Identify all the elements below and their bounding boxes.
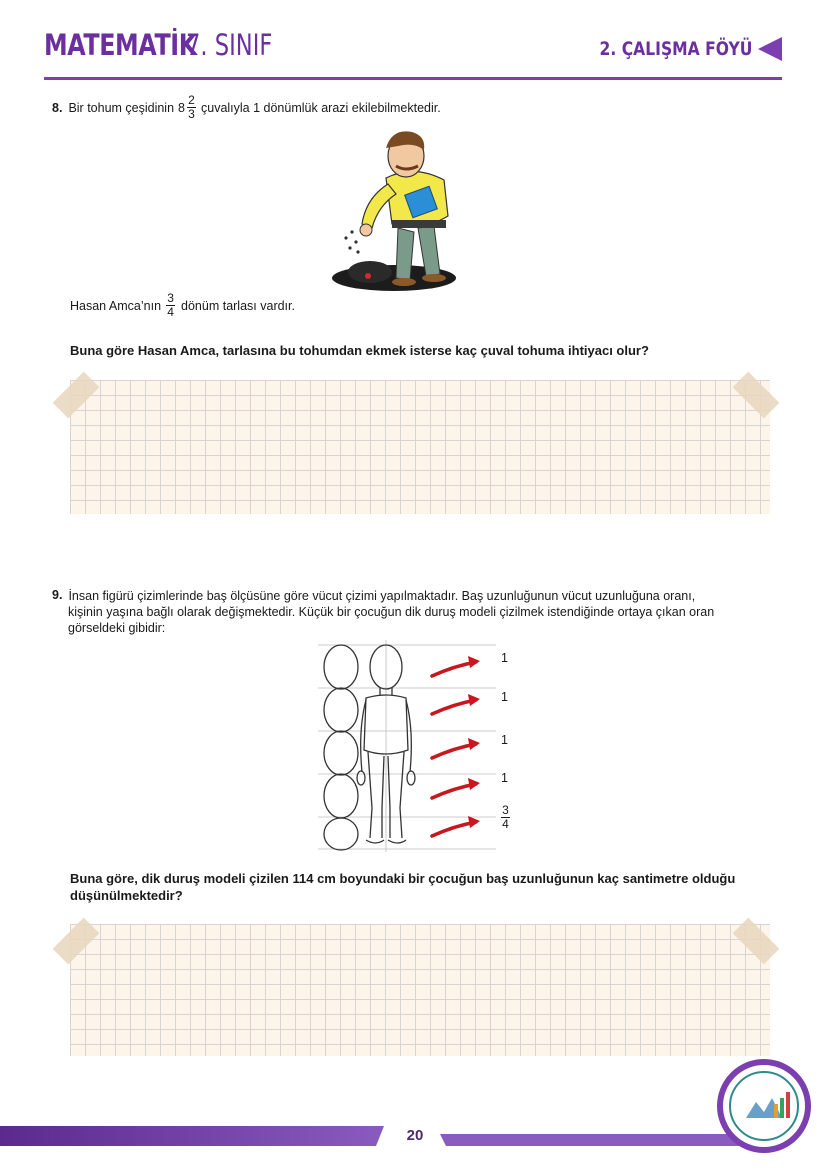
ratio-label: 1 — [501, 771, 508, 785]
q9-number: 9. — [52, 588, 63, 602]
q8-text-after: çuvalıyla 1 dönümlük arazi ekilebilmektedir. — [201, 100, 441, 115]
q8-number: 8. — [52, 100, 63, 115]
q9-question-line1: Buna göre, dik duruş modeli çizilen 114 cm boyundaki bir çocuğun baş uzunluğunun kaç santimetre olduğu — [70, 871, 736, 886]
ratio-arrows — [428, 648, 484, 844]
farmer-sowing-seeds-illustration — [326, 128, 474, 296]
q8-field-numerator: 3 — [167, 291, 174, 305]
q9-question — [70, 870, 735, 904]
header-rule — [44, 77, 782, 80]
q9-stem — [52, 588, 714, 636]
q8-answer-grid[interactable] — [70, 380, 770, 514]
ratio-fraction-denominator: 4 — [502, 817, 509, 831]
q8-text-before: Bir tohum çeşidinin — [68, 100, 175, 115]
q9-line1: İnsan figürü çizimlerinde baş ölçüsüne göre vücut çizimi yapılmaktadır. Baş uzunluğunun vücut uzunluğuna oranı, — [68, 589, 696, 603]
q9-answer-grid[interactable] — [70, 924, 770, 1056]
education-center-logo — [716, 1058, 812, 1154]
grade-title: 7. SINIF — [186, 28, 273, 62]
q9-question-line2: düşünülmektedir? — [70, 888, 183, 903]
ratio-fraction — [499, 804, 512, 831]
ratio-fraction-numerator: 3 — [502, 803, 509, 817]
q8-mixed-fraction — [187, 94, 196, 121]
worksheet-arrow-icon — [756, 35, 784, 63]
q8-field-fraction — [166, 292, 175, 319]
q8-stem — [52, 94, 441, 121]
q8-field-before: Hasan Amca’nın — [70, 298, 162, 313]
worksheet-title: 2. ÇALIŞMA FÖYÜ — [599, 38, 752, 60]
subject-title: MATEMATİK — [44, 28, 197, 62]
q8-field-after: dönüm tarlası vardır. — [181, 298, 295, 313]
ratio-label: 1 — [501, 690, 508, 704]
q8-mixed-denominator: 3 — [188, 107, 195, 121]
q8-field-denominator: 4 — [167, 305, 174, 319]
q9-line3: görseldeki gibidir: — [68, 621, 166, 635]
q9-line2: kişinin yaşına bağlı olarak değişmektedir. Küçük bir çocuğun dik duruş modeli çizilmek istendiğinde ortaya çıkan oran — [68, 605, 715, 619]
q8-mixed-whole: 8 — [178, 100, 185, 115]
q8-field-line — [70, 292, 295, 319]
ratio-label: 1 — [501, 733, 508, 747]
q8-question: Buna göre Hasan Amca, tarlasına bu tohumdan ekmek isterse kaç çuval tohuma ihtiyacı olur? — [70, 343, 649, 358]
q8-mixed-numerator: 2 — [188, 93, 195, 107]
page-number: 20 — [406, 1127, 424, 1144]
ratio-label: 1 — [501, 651, 508, 665]
